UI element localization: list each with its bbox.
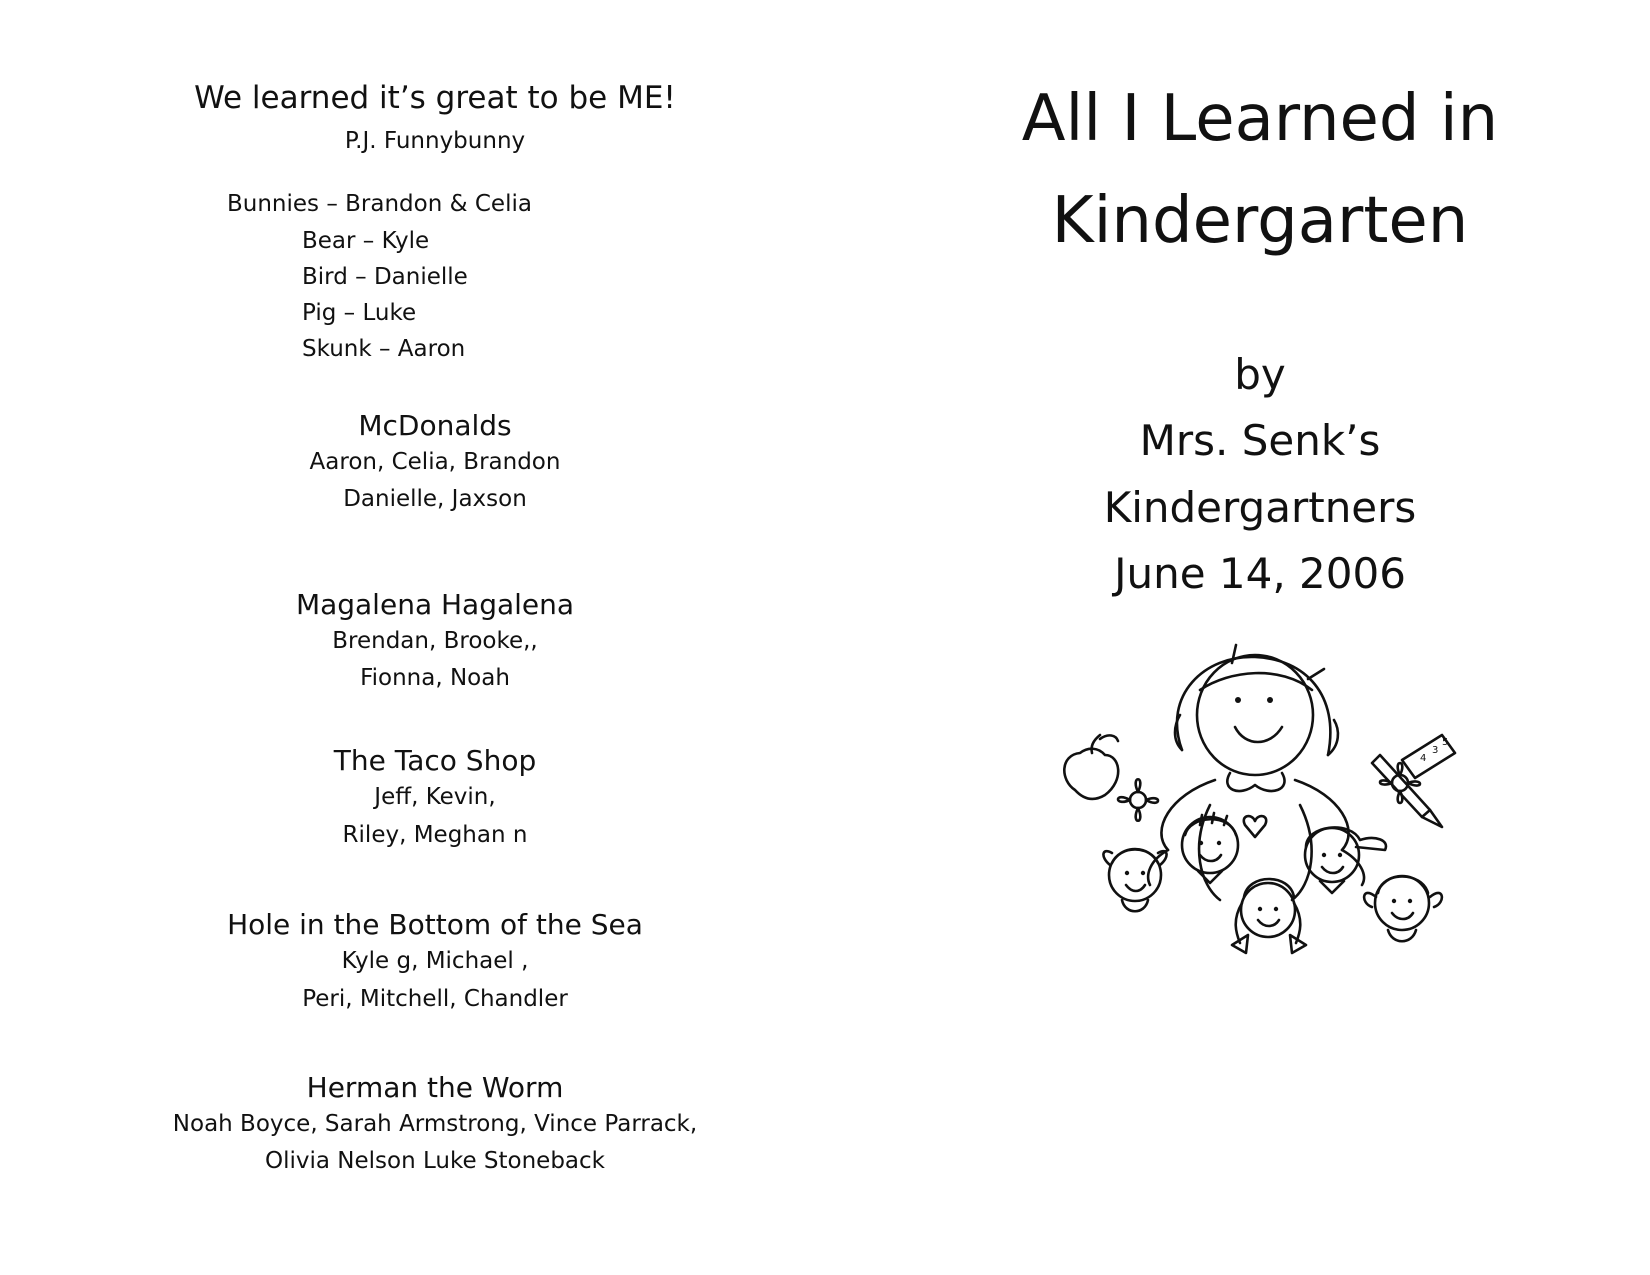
program-cover-page: [870, 0, 1650, 1275]
cast-item: Bird – Danielle: [302, 264, 468, 290]
song-names: Fionna, Noah: [360, 665, 510, 691]
song-names: Brendan, Brooke,,: [332, 628, 538, 654]
cover-by: by: [1234, 350, 1286, 399]
program-headline: We learned it’s great to be ME!: [194, 80, 676, 116]
song-title: The Taco Shop: [333, 744, 537, 777]
song-names: Aaron, Celia, Brandon: [309, 449, 561, 475]
song-names: Riley, Meghan n: [342, 822, 528, 848]
song-title: Magalena Hagalena: [295, 588, 575, 621]
song-title: Herman the Worm: [306, 1071, 564, 1104]
cover-title-line2: Kindergarten: [1051, 184, 1469, 258]
song-names: Jeff, Kevin,: [374, 784, 496, 810]
song-title: McDonalds: [358, 409, 512, 442]
cast-item: Bunnies – Brandon & Celia: [227, 191, 532, 217]
cast-item: Bear – Kyle: [302, 228, 430, 254]
cover-title-line1: All I Learned in: [1021, 82, 1499, 156]
song-names: Noah Boyce, Sarah Armstrong, Vince Parrack,: [172, 1111, 698, 1137]
song-names: Danielle, Jaxson: [343, 486, 527, 512]
song-names: Kyle g, Michael ,: [341, 948, 529, 974]
cover-date: June 14, 2006: [1114, 549, 1406, 598]
ruler-mark: 3: [1432, 745, 1439, 756]
ruler-mark: 4: [1420, 753, 1427, 764]
cover-author-line1: Mrs. Senk’s: [1139, 416, 1381, 465]
song-names: Olivia Nelson Luke Stoneback: [264, 1148, 606, 1174]
cover-author-line2: Kindergartners: [1103, 483, 1417, 532]
song-names: Peri, Mitchell, Chandler: [302, 986, 568, 1012]
teacher-with-children-illustration: [1050, 635, 1480, 1005]
song-title: Hole in the Bottom of the Sea: [227, 908, 643, 941]
cast-item: Pig – Luke: [302, 300, 417, 326]
ruler-mark: 5: [1442, 737, 1449, 748]
cast-item: Skunk – Aaron: [302, 336, 466, 362]
program-headline-sub: P.J. Funnybunny: [344, 128, 526, 154]
